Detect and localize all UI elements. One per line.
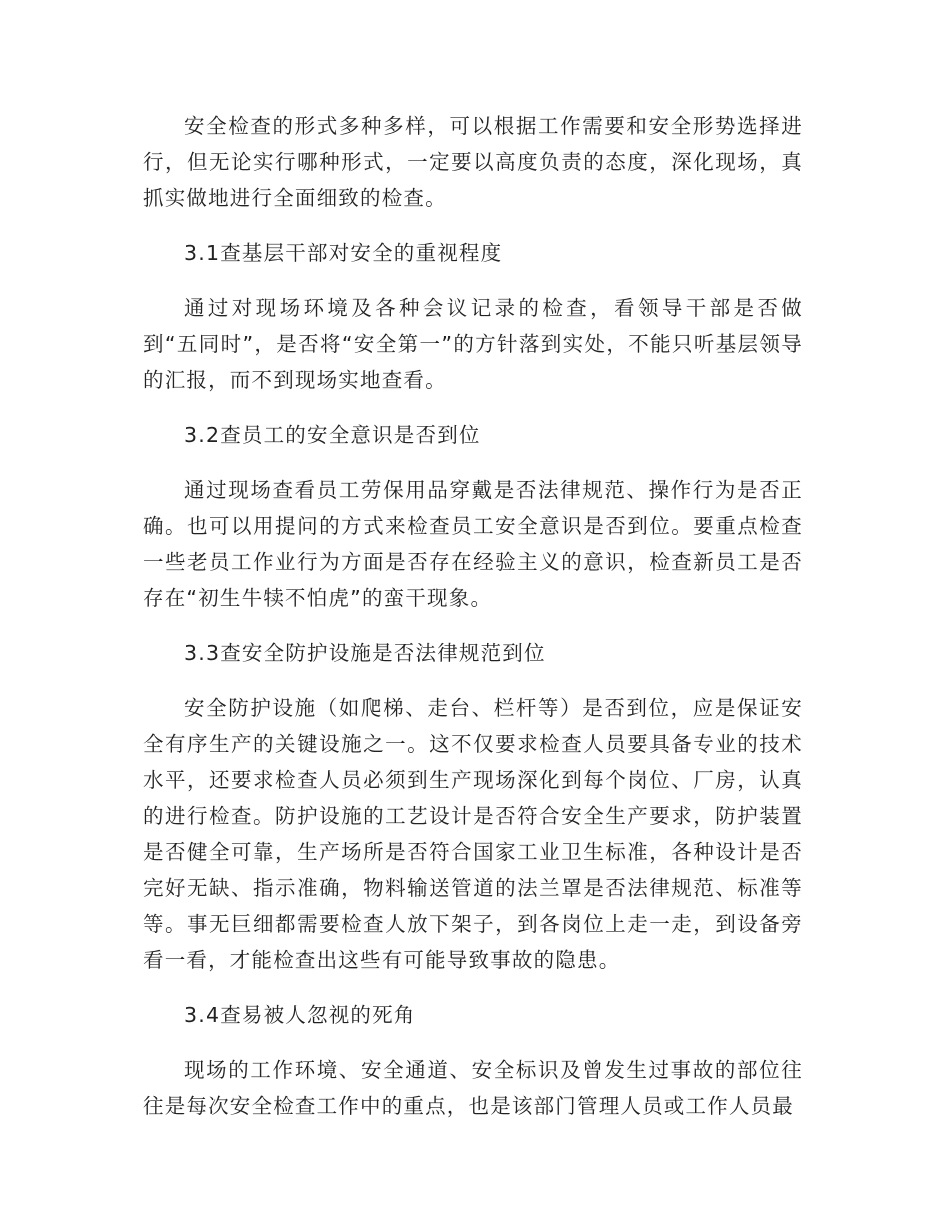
paragraph-3-2: 通过现场查看员工劳保用品穿戴是否法律规范、操作行为是否正确。也可以用提问的方式来检查员工安全意识是否到位。要重点检查一些老员工作业行为方面是否存在经验主义的意识，检查新员工是否存在“初生牛犊不怕虎”的蛮干现象。 [143, 478, 803, 610]
document-body [143, 108, 803, 1143]
paragraph-3-1: 通过对现场环境及各种会议记录的检查，看领导干部是否做到“五同时”，是否将“安全第一”的方针落到实处，不能只听基层领导的汇报，而不到现场实地查看。 [143, 296, 803, 392]
section-heading-3-2: 3.2查员工的安全意识是否到位 [184, 423, 481, 447]
section-heading-3-3: 3.3查安全防护设施是否法律规范到位 [184, 641, 546, 665]
section-heading-3-1: 3.1查基层干部对安全的重视程度 [184, 241, 503, 265]
section-heading-3-4: 3.4查易被人忽视的死角 [184, 1003, 416, 1027]
paragraph-intro: 安全检查的形式多种多样，可以根据工作需要和安全形势选择进行，但无论实行哪种形式，一定要以高度负责的态度，深化现场，真抓实做地进行全面细致的检查。 [143, 114, 803, 210]
paragraph-3-3: 安全防护设施（如爬梯、走台、栏杆等）是否到位，应是保证安全有序生产的关键设施之一。这不仅要求检查人员要具备专业的技术水平，还要求检查人员必须到生产现场深化到每个岗位、厂房，认真的进行检查。防护设施的工艺设计是否符合安全生产要求，防护装置是否健全可靠，生产场所是否符合国家工业卫生标准，各种设计是否完好无缺、指示准确，物料输送管道的法兰罩是否法律规范、标准等等。事无巨细都需要检查人放下架子，到各岗位上走一走，到设备旁看一看，才能检查出这些有可能导致事故的隐患。 [143, 696, 803, 972]
paragraph-3-4: 现场的工作环境、安全通道、安全标识及曾发生过事故的部位往往是每次安全检查工作中的重点，也是该部门管理人员或工作人员最 [143, 1058, 803, 1118]
